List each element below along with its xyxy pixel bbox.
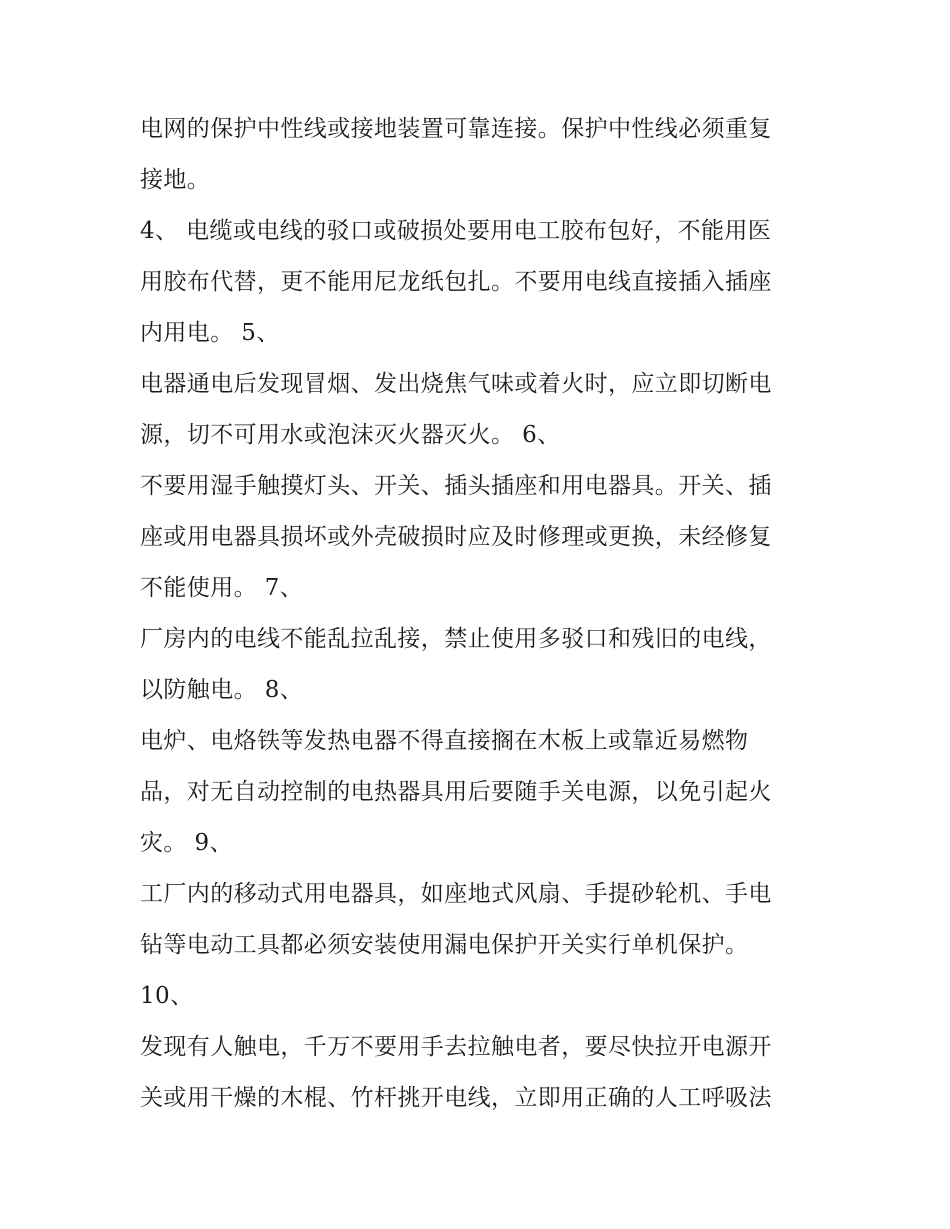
text-line: 接地。 [140, 167, 211, 193]
text-line: 发现有人触电，千万不要用手去拉触电者，要尽快拉开电源开 [140, 1034, 772, 1060]
text-line: 灾。 9、 [140, 830, 233, 856]
text-line: 厂房内的电线不能乱拉乱接，禁止使用多驳口和残旧的电线， [140, 626, 772, 652]
text-line: 不要用湿手触摸灯头、开关、插头插座和用电器具。开关、插 [140, 473, 772, 499]
text-line: 4、 电缆或电线的驳口或破损处要用电工胶布包好，不能用医 [140, 218, 772, 244]
text-line: 工厂内的移动式用电器具，如座地式风扇、手提砂轮机、手电 [140, 881, 772, 907]
text-line: 品，对无自动控制的电热器具用后要随手关电源，以免引起火 [140, 779, 772, 805]
text-line: 电网的保护中性线或接地装置可靠连接。保护中性线必须重复 [140, 116, 772, 142]
text-line: 不能使用。 7、 [140, 575, 304, 601]
text-line: 电炉、电烙铁等发热电器不得直接搁在木板上或靠近易燃物 [140, 728, 749, 754]
text-line: 内用电。 5、 [140, 320, 280, 346]
text-line: 钻等电动工具都必须安装使用漏电保护开关实行单机保护。 [140, 932, 749, 958]
text-line: 10、 [140, 983, 194, 1009]
text-line: 用胶布代替，更不能用尼龙纸包扎。不要用电线直接插入插座 [140, 269, 772, 295]
text-line: 座或用电器具损坏或外壳破损时应及时修理或更换，未经修复 [140, 524, 772, 550]
text-line: 以防触电。 8、 [140, 677, 304, 703]
text-line: 电器通电后发现冒烟、发出烧焦气味或着火时，应立即切断电 [140, 371, 772, 397]
text-line: 源，切不可用水或泡沫灭火器灭火。 6、 [140, 422, 561, 448]
text-line: 关或用干燥的木棍、竹杆挑开电线，立即用正确的人工呼吸法 [140, 1085, 772, 1111]
